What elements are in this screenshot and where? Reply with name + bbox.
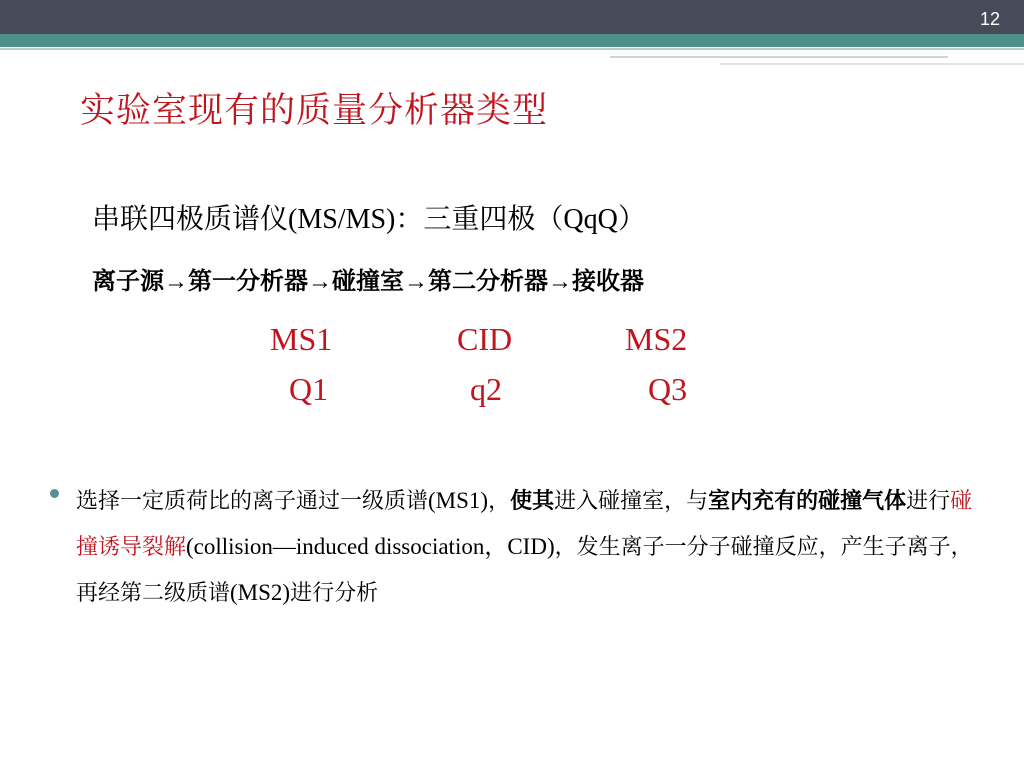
bullet-highlight: 碰撞诱导裂解 xyxy=(76,489,973,560)
ion-source: 离子源 xyxy=(92,267,164,295)
label-ms1: MS1 xyxy=(270,321,333,357)
bullet-emphasis: 室内充有的碰撞气体 xyxy=(708,489,907,514)
instrument-type: QqQ xyxy=(563,204,618,235)
bullet-text: 进入碰撞室，与 xyxy=(554,489,709,514)
bullet-text: (collision—induced dissociation，CID) xyxy=(186,534,555,559)
label-q3: Q3 xyxy=(648,371,688,407)
instrument-name: 串联四极质谱仪 xyxy=(92,202,289,235)
header-accent-line xyxy=(720,63,1024,65)
arrow: → xyxy=(164,269,188,295)
label-cid: CID xyxy=(457,321,513,357)
slide-title: 实验室现有的质量分析器类型 xyxy=(80,91,549,131)
page-number: 12 xyxy=(979,9,1000,29)
bullet-text: (MS1) xyxy=(428,488,489,513)
bullet-paragraph xyxy=(76,478,976,616)
header-accent-line xyxy=(0,48,1024,50)
bullet-text: ， xyxy=(488,489,511,514)
instrument-type-suffix: ） xyxy=(617,202,646,235)
instrument-type-prefix: ：三重四极（ xyxy=(395,202,564,235)
collision-cell: 碰撞室 xyxy=(332,267,404,295)
bullet-text: 选择一定质荷比的离子通过一级质谱 xyxy=(76,489,429,514)
instrument-abbrev: (MS/MS) xyxy=(288,204,396,235)
detector: 接收器 xyxy=(572,267,644,295)
label-ms2: MS2 xyxy=(625,321,688,357)
arrow: → xyxy=(404,269,428,295)
header-accent-band xyxy=(0,34,1024,47)
label-q2: q2 xyxy=(470,371,502,407)
bullet-text: 进行 xyxy=(906,489,951,514)
bullet-text: (MS2) xyxy=(230,580,291,605)
ion-path-line xyxy=(92,261,644,296)
header-bar xyxy=(0,0,1024,34)
bullet-text: 进行分析 xyxy=(290,581,379,606)
first-analyzer: 第一分析器 xyxy=(188,267,308,295)
instrument-line xyxy=(92,197,646,237)
arrow: → xyxy=(308,269,332,295)
bullet-icon xyxy=(50,489,59,498)
bullet-text: ，发生离子一分子碰撞反应，产生子离子，再经第二级质谱 xyxy=(76,535,973,606)
arrow: → xyxy=(548,269,572,295)
header-accent-line xyxy=(610,56,948,58)
bullet-emphasis: 使其 xyxy=(510,489,555,514)
second-analyzer: 第二分析器 xyxy=(428,267,548,295)
label-q1: Q1 xyxy=(289,371,329,407)
